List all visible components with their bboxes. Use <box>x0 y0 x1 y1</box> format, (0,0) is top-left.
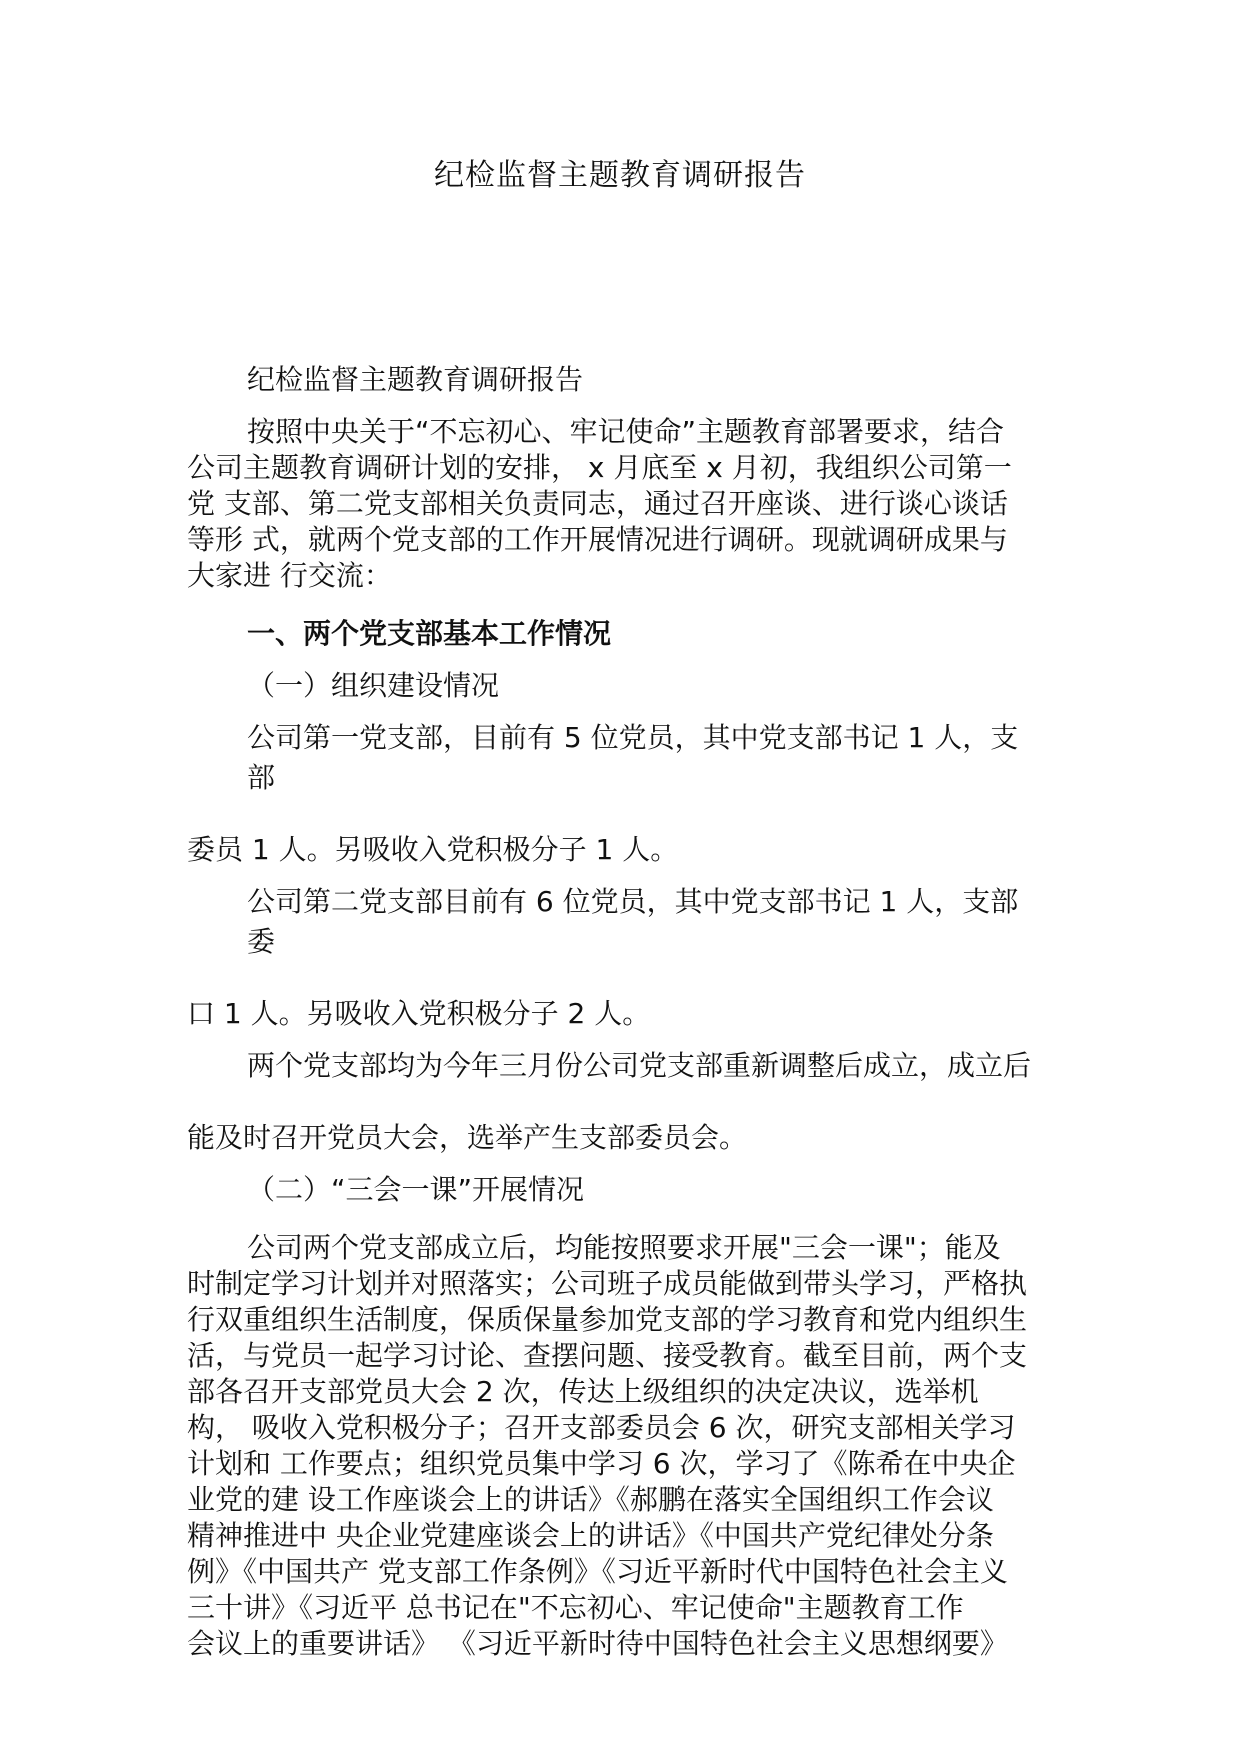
paragraph-line: 委 <box>247 925 276 958</box>
paragraph-line: 三十讲》《习近平 总书记在"不忘初心、牢记使命"主题教育工作 <box>187 1591 964 1624</box>
paragraph-line: 会议上的重要讲话》 《习近平新时待中国特色社会主义思想纲要》 <box>187 1627 1008 1660</box>
paragraph-line: 按照中央关于“不忘初心、牢记使命”主题教育部署要求，结合 <box>247 415 1005 448</box>
paragraph-line: 部各召开支部党员大会 2 次，传达上级组织的决定决议，选举机 <box>187 1375 979 1408</box>
paragraph-line: 行双重组织生活制度，保质保量参加党支部的学习教育和党内组织生 <box>187 1303 1028 1336</box>
paragraph-line: 公司两个党支部成立后，均能按照要求开展"三会一课"；能及 <box>247 1231 1001 1264</box>
paragraph-line: 业党的建 设工作座谈会上的讲话》《郝鹏在落实全国组织工作会议 <box>187 1483 994 1516</box>
paragraph-line: 能及时召开党员大会，选举产生支部委员会。 <box>187 1121 748 1154</box>
paragraph-line: 部 <box>247 761 276 794</box>
document-body <box>187 360 1067 1664</box>
paragraph-line: 口 1 人。另吸收入党积极分子 2 人。 <box>187 997 651 1030</box>
subsection-heading: （一）组织建设情况 <box>247 669 500 702</box>
paragraph-line: 例》《中国共产 党支部工作条例》《习近平新时代中国特色社会主义 <box>187 1555 1008 1588</box>
subsection-heading: （二）“三会一课”开展情况 <box>247 1173 585 1206</box>
section-heading: 一、两个党支部基本工作情况 <box>247 617 612 650</box>
paragraph-line: 等形 式，就两个党支部的工作开展情况进行调研。现就调研成果与 <box>187 523 1008 556</box>
document-title: 纪检监督主题教育调研报告 <box>434 158 806 193</box>
paragraph-line: 公司第二党支部目前有 6 位党员，其中党支部书记 1 人，支部 <box>247 885 1019 918</box>
paragraph-line: 计划和 工作要点；组织党员集中学习 6 次，学习了《陈希在中央企 <box>187 1447 1016 1480</box>
paragraph-line: 公司第一党支部，目前有 5 位党员，其中党支部书记 1 人，支 <box>247 721 1019 754</box>
body-heading: 纪检监督主题教育调研报告 <box>247 363 584 396</box>
paragraph-line: 两个党支部均为今年三月份公司党支部重新调整后成立，成立后 <box>247 1049 1032 1082</box>
paragraph-line: 委员 1 人。另吸收入党积极分子 1 人。 <box>187 833 679 866</box>
paragraph-line: 公司主题教育调研计划的安排， x 月底至 x 月初，我组织公司第一 <box>187 451 1012 484</box>
paragraph-line: 构， 吸收入党积极分子；召开支部委员会 6 次，研究支部相关学习 <box>187 1411 1016 1444</box>
paragraph-line: 党 支部、第二党支部相关负责同志，通过召开座谈、进行谈心谈话 <box>187 487 1008 520</box>
paragraph-line: 时制定学习计划并对照落实；公司班子成员能做到带头学习，严格执 <box>187 1267 1028 1300</box>
paragraph-line: 活，与党员一起学习讨论、查摆问题、接受教育。截至目前，两个支 <box>187 1339 1028 1372</box>
paragraph-line: 精神推进中 央企业党建座谈会上的讲话》《中国共产党纪律处分条 <box>187 1519 994 1552</box>
paragraph-line: 大家进 行交流： <box>187 559 392 592</box>
